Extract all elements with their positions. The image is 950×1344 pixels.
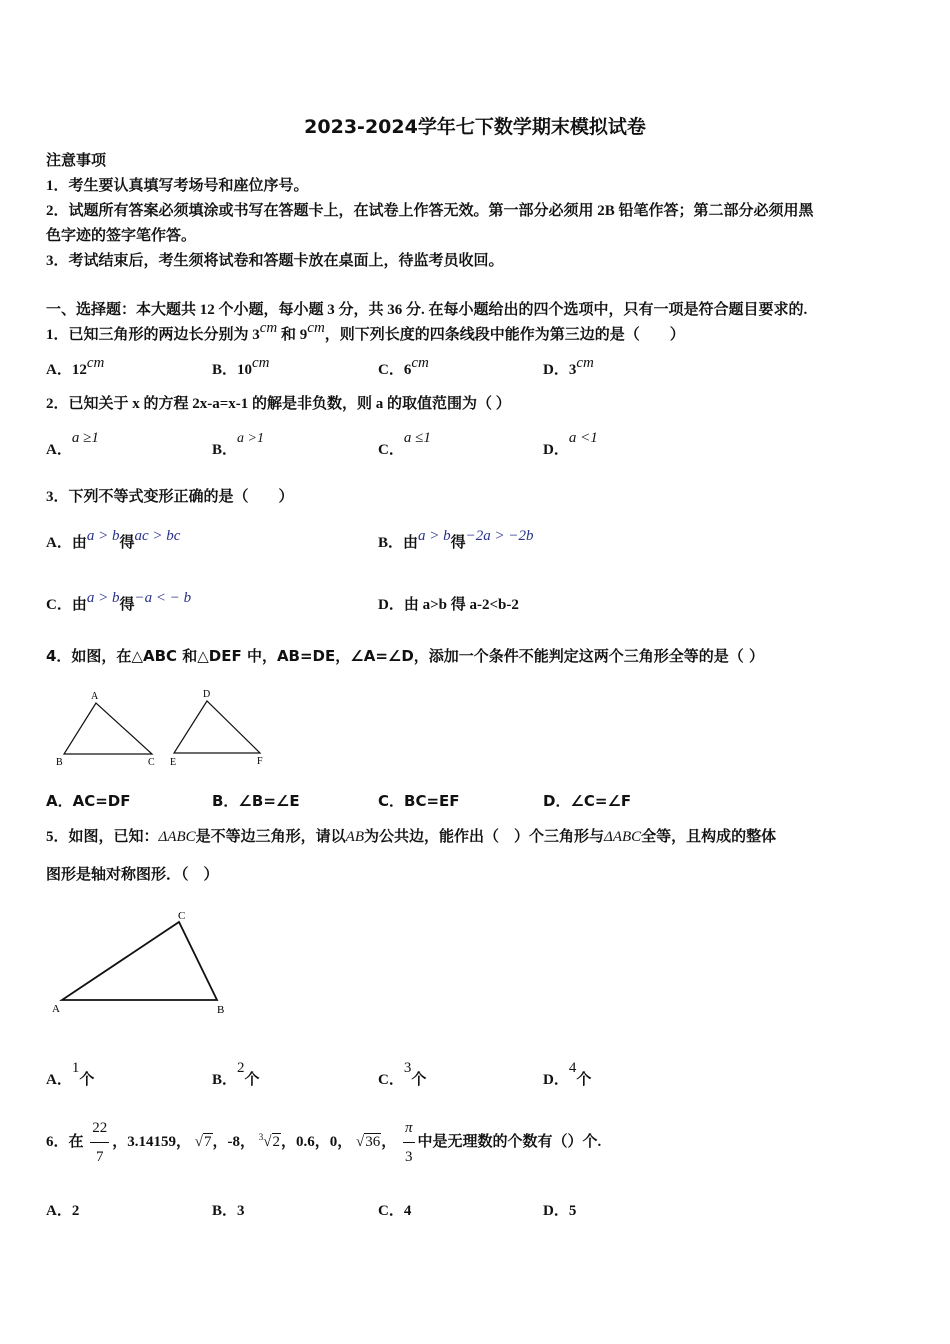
label-c-q5: C (178, 910, 186, 922)
q2-option-c[interactable] (378, 430, 431, 460)
section-heading: 一、选择题：本大题共 12 个小题，每小题 3 分，共 36 分. 在每小题给出的四个选项中，只有一项是符合题目要求的. (46, 302, 808, 318)
q2-option-a-expr: a ≥1 (71, 430, 99, 446)
q3-option-a-label: A．由 (46, 535, 87, 551)
q5-option-d-num: 4 (568, 1060, 577, 1076)
q5-text-4: 全等，且构成的整体 (641, 829, 777, 845)
label-c: C (148, 757, 155, 768)
q1-option-a-text: A．12 (46, 362, 87, 378)
q5-option-d-label: D． (543, 1072, 569, 1088)
fraction-pi-3 (403, 1116, 415, 1169)
q1-unit-1: cm (259, 320, 278, 336)
q5-option-d[interactable] (543, 1060, 592, 1090)
triangle-abc (56, 691, 155, 768)
q6-text-2: ，-8， (212, 1133, 256, 1150)
q1-option-d-unit: cm (576, 355, 594, 371)
sqrt-7 (195, 1133, 213, 1150)
q6-option-d[interactable]: D．5 (543, 1203, 577, 1219)
q4-option-c[interactable]: C．BC=EF (378, 792, 460, 810)
page-title: 2023-2024学年七下数学期末模拟试卷 (304, 116, 646, 138)
sqrt-36-value: 36 (365, 1133, 381, 1150)
q5-option-d-unit: 个 (576, 1072, 592, 1088)
q5-option-a-label: A． (46, 1072, 72, 1088)
q1-option-d[interactable] (543, 355, 594, 380)
notice-item-2-cont: 色字迹的签字笔作答。 (46, 228, 197, 244)
fraction-pi-3-den: 3 (405, 1149, 413, 1165)
q6-text-pre: 6．在 (46, 1133, 84, 1150)
q1-text-1: 1．已知三角形的两边长分别为 3 (46, 327, 260, 343)
question-5-stem-cont: 图形是轴对称图形．（ ） (46, 867, 219, 883)
q5-option-a-num: 1 (71, 1060, 80, 1076)
q5-option-a-unit: 个 (79, 1072, 95, 1088)
triangle-def (170, 689, 263, 768)
q3-option-c-result: −a < − b (134, 590, 192, 606)
q3-option-b-result: −2a > −2b (465, 528, 534, 544)
q3-option-a-cond: a > b (86, 528, 120, 544)
q3-option-a-result: ac > bc (134, 528, 181, 544)
fraction-22-7-den: 7 (96, 1149, 104, 1165)
q2-option-c-label: C． (378, 442, 404, 458)
q6-option-c[interactable]: C．4 (378, 1203, 412, 1219)
q5-option-c-unit: 个 (411, 1072, 427, 1088)
q6-text-4: ， (381, 1133, 397, 1150)
notice-item-1: 1．考生要认真填写考场号和座位序号。 (46, 178, 309, 194)
q3-option-c[interactable] (46, 590, 192, 615)
q2-option-b-expr: a >1 (237, 431, 264, 446)
q5-option-b-label: B． (212, 1072, 238, 1088)
q5-option-a[interactable] (46, 1060, 95, 1090)
q5-ab: AB (345, 829, 364, 845)
q5-tri-2: ΔABC (604, 829, 642, 845)
q1-option-a-unit: cm (86, 355, 105, 371)
question-3-stem: 3．下列不等式变形正确的是（ ） (46, 489, 294, 505)
cbrt-2 (258, 1131, 281, 1150)
question-6-stem (46, 1116, 601, 1169)
q4-option-d[interactable]: D．∠C=∠F (543, 792, 632, 810)
cbrt-2-value: 2 (272, 1133, 280, 1150)
q4-triangles-figure (50, 685, 280, 770)
q1-text-3: ，则下列长度的四条线段中能作为第三边的是（ ） (324, 327, 685, 343)
q2-option-d-label: D． (543, 442, 569, 458)
notice-item-2: 2．试题所有答案必须填涂或书写在答题卡上，在试卷上作答无效。第一部分必须用 2B 铅笔作答；第二部分必须用黑 (46, 203, 814, 219)
q3-option-a[interactable] (46, 528, 181, 553)
q6-text-post: 中是无理数的个数有（）个. (417, 1133, 602, 1150)
q2-option-d[interactable] (543, 430, 598, 460)
notice-heading: 注意事项 (46, 153, 107, 169)
q3-option-c-de: 得 (119, 597, 135, 613)
q5-option-c-label: C． (378, 1072, 404, 1088)
q1-option-b-text: B．10 (212, 362, 253, 378)
q1-option-c-text: C．6 (378, 362, 412, 378)
fraction-pi-3-num: π (403, 1116, 415, 1143)
q3-option-d[interactable]: D．由 a>b 得 a-2<b-2 (378, 597, 519, 613)
triangle-abc-shape-q5 (62, 922, 217, 1000)
q2-option-b[interactable] (212, 431, 264, 461)
q6-option-b[interactable]: B．3 (212, 1203, 245, 1219)
label-d: D (203, 689, 211, 700)
q2-option-d-expr: a <1 (568, 430, 598, 446)
q2-option-b-label: B． (212, 442, 238, 458)
label-f: F (257, 756, 263, 767)
q3-option-c-cond: a > b (86, 590, 120, 606)
label-b-q5: B (217, 1004, 225, 1016)
q2-option-c-expr: a ≤1 (403, 430, 431, 446)
q5-option-b-unit: 个 (244, 1072, 260, 1088)
label-a-q5: A (52, 1003, 60, 1015)
q6-text-1: ，3.14159， (112, 1133, 192, 1150)
q6-text-3: ，0.6，0， (281, 1133, 353, 1150)
q1-option-c[interactable] (378, 355, 429, 380)
label-a: A (91, 691, 99, 702)
q3-option-b-label: B．由 (378, 535, 419, 551)
sqrt-36-sign: √ (356, 1133, 365, 1150)
q6-option-a[interactable]: A．2 (46, 1203, 80, 1219)
q5-option-b-num: 2 (237, 1060, 245, 1076)
q4-option-a[interactable]: A．AC=DF (46, 792, 131, 810)
sqrt-7-value: 7 (204, 1133, 212, 1150)
q5-text-3: 为公共边，能作出（ ）个三角形与 (364, 829, 605, 845)
triangle-abc-shape (64, 703, 152, 754)
cbrt-2-sign: √ (263, 1133, 272, 1150)
question-2-stem: 2．已知关于 x 的方程 2x-a=x-1 的解是非负数，则 a 的取值范围为（ ） (46, 396, 511, 412)
q5-option-c-num: 3 (403, 1060, 412, 1076)
label-e: E (170, 757, 177, 768)
q3-option-b-cond: a > b (418, 528, 451, 544)
q5-tri-1: ΔABC (158, 829, 196, 845)
question-4-stem: 4．如图，在△ABC 和△DEF 中，AB=DE，∠A=∠D，添加一个条件不能判定这两个三角形全等的是（ ） (46, 647, 765, 665)
q3-option-b-de: 得 (450, 535, 466, 551)
sqrt-36 (356, 1133, 381, 1150)
cbrt-2-index: 3 (258, 1131, 264, 1142)
triangle-def-shape (174, 701, 260, 753)
q1-option-a[interactable] (46, 355, 105, 380)
fraction-22-7-num: 22 (90, 1116, 109, 1143)
q1-option-b[interactable] (212, 355, 270, 380)
label-b: B (56, 757, 63, 768)
q5-option-c[interactable] (378, 1060, 427, 1090)
q1-option-b-unit: cm (252, 355, 270, 371)
question-1-stem (46, 320, 685, 345)
q3-option-a-de: 得 (119, 535, 135, 551)
q2-option-a-label: A． (46, 442, 72, 458)
notice-item-3: 3．考试结束后，考生须将试卷和答题卡放在桌面上，待监考员收回。 (46, 253, 504, 269)
q1-unit-2: cm (307, 320, 325, 336)
q1-text-2: 和 9 (281, 327, 308, 343)
q3-option-c-label: C．由 (46, 597, 87, 613)
sqrt-7-sign: √ (194, 1133, 204, 1150)
q1-option-d-text: D．3 (543, 362, 577, 378)
q5-option-b[interactable] (212, 1060, 260, 1090)
q5-triangle-figure (44, 905, 244, 1020)
question-5-stem (46, 827, 776, 847)
q2-option-a[interactable] (46, 430, 99, 460)
q5-text-2: 是不等边三角形，请以 (195, 829, 346, 845)
q5-text-1: 5．如图，已知： (46, 829, 159, 845)
q4-option-b[interactable]: B．∠B=∠E (212, 792, 300, 810)
q3-option-b[interactable] (378, 528, 534, 553)
fraction-22-7 (90, 1116, 109, 1169)
q1-option-c-unit: cm (411, 355, 429, 371)
